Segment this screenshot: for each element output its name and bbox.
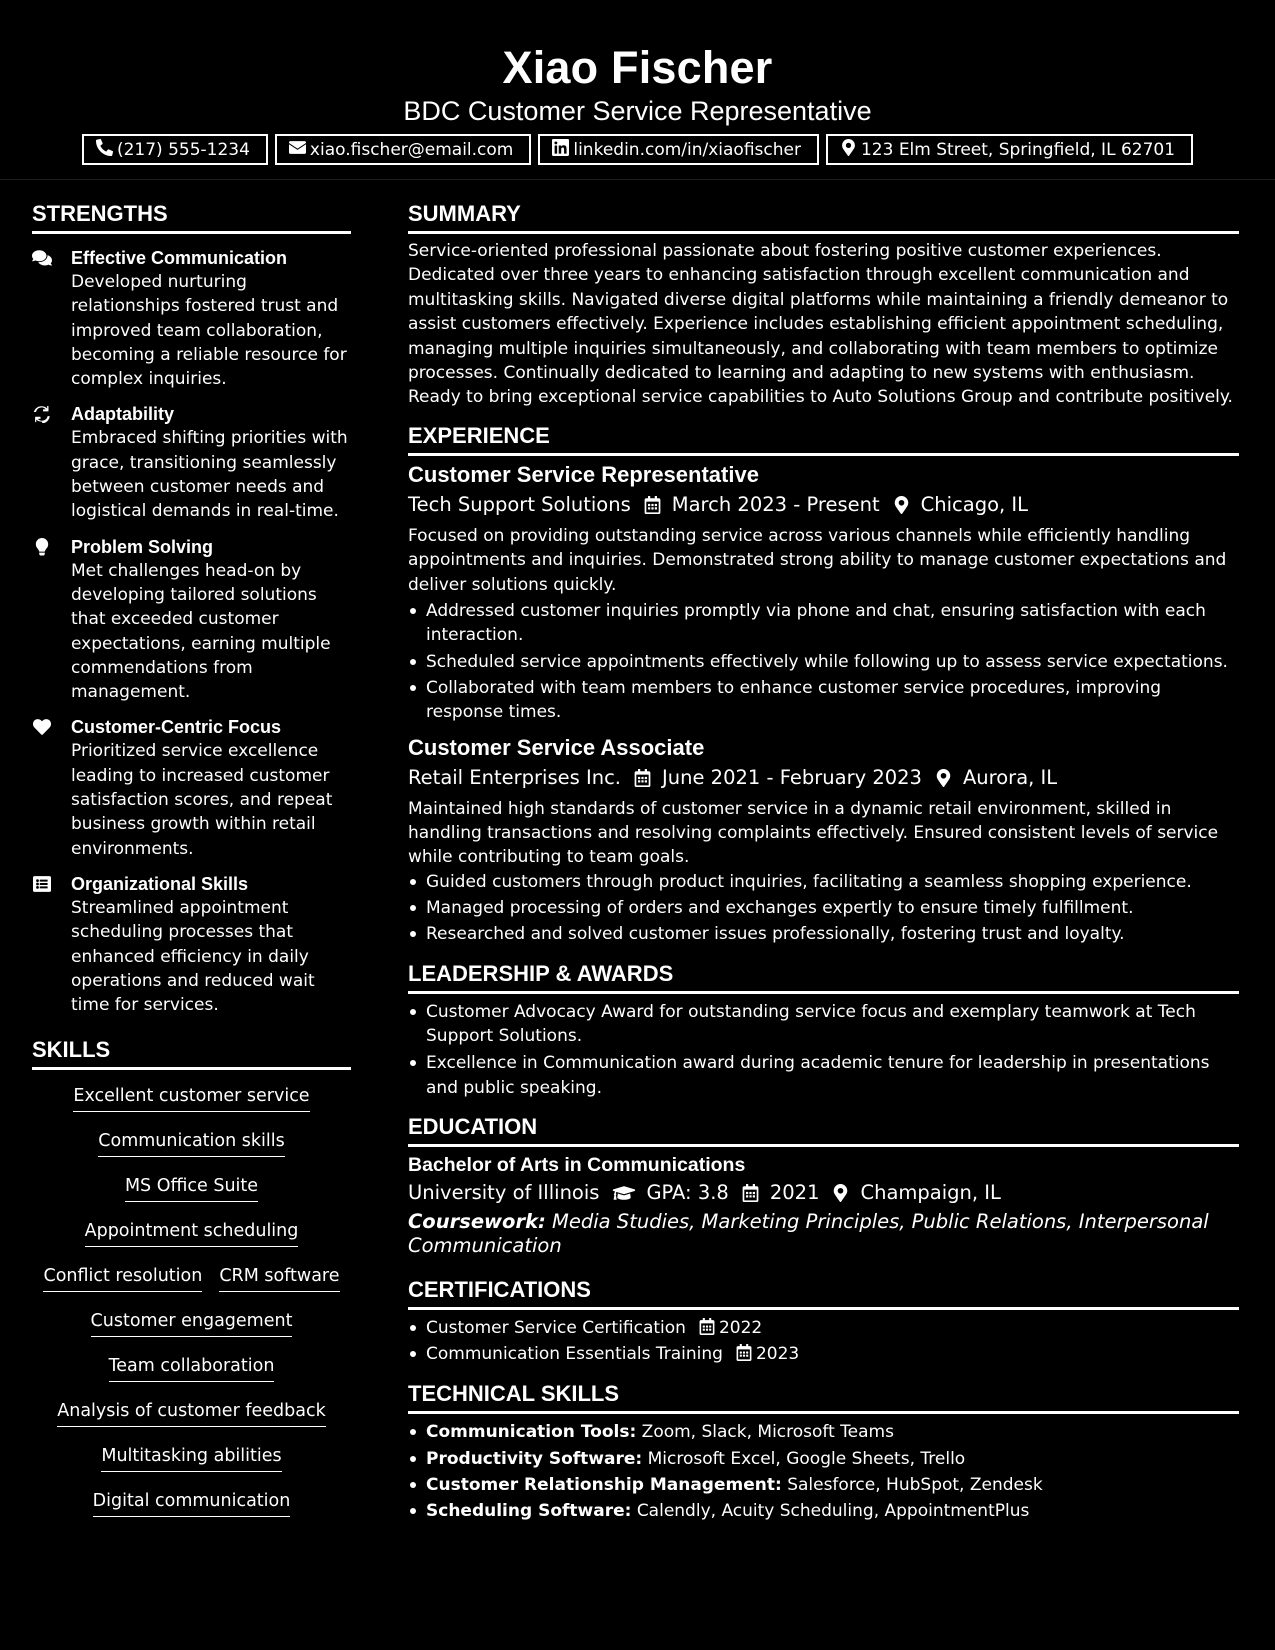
coursework-label: Coursework: <box>408 1209 546 1233</box>
certification-name: Communication Essentials Training <box>426 1344 723 1365</box>
coursework <box>408 1210 1239 1259</box>
job-meta <box>408 490 1239 520</box>
company-name: Tech Support Solutions <box>408 492 631 516</box>
job-bullet: Managed processing of orders and exchanges expertly to ensure timely fulfillment. <box>408 896 1239 920</box>
job-location: Aurora, IL <box>962 765 1058 789</box>
skill-tag: Digital communication <box>93 1489 291 1517</box>
phone-text: (217) 555-1234 <box>116 139 250 160</box>
strength-title: Customer-Centric Focus <box>71 717 282 738</box>
heart-icon <box>32 718 54 738</box>
calendar-icon <box>742 1183 760 1202</box>
strength-text: Met challenges head-on by developing tailored solutions that exceeded customer expectations, earning multiple commendations from management. <box>71 560 331 703</box>
certification-name: Customer Service Certification <box>426 1317 686 1338</box>
skill-tag: Customer engagement <box>91 1309 293 1337</box>
tech-skill-value: Calendly, Acuity Scheduling, AppointmentPlus <box>636 1501 1030 1522</box>
job-bullet: Scheduled service appointments effectively while following up to assess service expectations. <box>408 650 1239 674</box>
sync-icon <box>32 405 54 425</box>
certification-year: 2022 <box>718 1317 763 1338</box>
education-meta <box>408 1178 1239 1208</box>
certifications-heading: CERTIFICATIONS <box>408 1276 1239 1310</box>
certifications-list <box>408 1316 1239 1367</box>
leadership-list <box>408 1000 1239 1100</box>
job-dates: March 2023 - Present <box>671 492 880 516</box>
strength-title: Problem Solving <box>71 536 214 557</box>
calendar-icon <box>644 495 662 514</box>
tech-skill-label: Communication Tools: <box>426 1422 637 1443</box>
job-title: Customer Service Representative <box>408 461 759 487</box>
degree-title: Bachelor of Arts in Communications <box>408 1153 746 1176</box>
job-entry <box>408 733 1239 947</box>
strength-title: Organizational Skills <box>71 873 249 894</box>
lightbulb-icon <box>32 538 54 558</box>
certification-item <box>408 1342 1239 1366</box>
address-text: 123 Elm Street, Springfield, IL 62701 <box>860 139 1176 160</box>
job-description: Maintained high standards of customer service in a dynamic retail environment, skilled in handling transactions and resolving complaints effectively. Ensured consistent levels of service while contributing to team goals. <box>408 798 1219 868</box>
job-location: Chicago, IL <box>920 492 1029 516</box>
contact-email[interactable] <box>275 134 531 165</box>
experience-heading: EXPERIENCE <box>408 422 1239 456</box>
right-column <box>408 180 1239 1524</box>
strength-text: Prioritized service excellence leading to increased customer satisfaction scores, and repeat business growth within retail environments. <box>71 741 333 859</box>
job-bullets <box>408 870 1239 947</box>
strength-item <box>32 535 351 705</box>
job-meta <box>408 763 1239 793</box>
job-bullet: Guided customers through product inquiries, facilitating a seamless shopping experience. <box>408 870 1239 894</box>
skill-tag: Appointment scheduling <box>85 1219 299 1247</box>
left-column <box>32 180 351 1534</box>
envelope-icon <box>289 139 306 161</box>
contact-bar <box>0 134 1275 165</box>
tech-skill-item <box>408 1420 1239 1444</box>
email-text: xiao.fischer@email.com <box>309 139 514 160</box>
strength-title: Adaptability <box>71 404 175 425</box>
job-dates: June 2021 - February 2023 <box>662 765 922 789</box>
tech-skill-item <box>408 1499 1239 1523</box>
tech-skill-label: Customer Relationship Management: <box>426 1475 782 1496</box>
strength-item <box>32 246 351 391</box>
skills-list <box>32 1070 351 1534</box>
strength-text: Embraced shifting priorities with grace, transitioning seamlessly between customer needs and logistical demands in real-time. <box>71 428 348 522</box>
linkedin-icon <box>552 139 569 161</box>
school-location: Champaign, IL <box>860 1180 1001 1204</box>
tech-skill-value: Microsoft Excel, Google Sheets, Trello <box>647 1448 966 1469</box>
skill-tag: Analysis of customer feedback <box>57 1399 325 1427</box>
linkedin-text: linkedin.com/in/xiaofischer <box>573 139 801 160</box>
list-alt-icon <box>32 875 54 895</box>
certification-item <box>408 1316 1239 1340</box>
skill-tag: Conflict resolution <box>43 1264 202 1292</box>
gpa-text: GPA: 3.8 <box>646 1180 729 1204</box>
contact-linkedin[interactable] <box>538 134 819 165</box>
strengths-heading: STRENGTHS <box>32 200 351 234</box>
strength-item <box>32 402 351 523</box>
skills-heading: SKILLS <box>32 1036 351 1070</box>
tech-skill-label: Scheduling Software: <box>426 1501 632 1522</box>
job-entry <box>408 460 1239 725</box>
tech-skill-value: Salesforce, HubSpot, Zendesk <box>787 1475 1043 1496</box>
job-bullets <box>408 599 1239 724</box>
phone-icon <box>96 139 113 161</box>
leadership-heading: LEADERSHIP & AWARDS <box>408 960 1239 994</box>
certification-year: 2023 <box>755 1344 800 1365</box>
job-bullet: Collaborated with team members to enhance customer service procedures, improving response times. <box>408 676 1239 725</box>
award-item: Customer Advocacy Award for outstanding service focus and exemplary teamwork at Tech Support Solutions. <box>408 1000 1239 1049</box>
calendar-icon <box>699 1318 716 1335</box>
calendar-icon <box>634 768 652 787</box>
strength-text: Developed nurturing relationships fostered trust and improved team collaboration, becoming a reliable resource for complex inquiries. <box>71 272 347 390</box>
job-title: Customer Service Associate <box>408 734 705 760</box>
award-item: Excellence in Communication award during academic tenure for leadership in presentations and public speaking. <box>408 1051 1239 1100</box>
contact-phone[interactable] <box>82 134 268 165</box>
company-name: Retail Enterprises Inc. <box>408 765 621 789</box>
tech-skill-label: Productivity Software: <box>426 1448 643 1469</box>
candidate-name: Xiao Fischer <box>502 42 773 93</box>
skill-tag: Excellent customer service <box>73 1084 309 1112</box>
school-name: University of Illinois <box>408 1180 600 1204</box>
coursework-text: Media Studies, Marketing Principles, Public Relations, Interpersonal Communication <box>408 1209 1209 1258</box>
summary-heading: SUMMARY <box>408 200 1239 234</box>
job-bullet: Researched and solved customer issues professionally, fostering trust and loyalty. <box>408 922 1239 946</box>
skill-tag: Multitasking abilities <box>101 1444 281 1472</box>
job-bullet: Addressed customer inquiries promptly via phone and chat, ensuring satisfaction with each interaction. <box>408 599 1239 648</box>
skill-tag: CRM software <box>219 1264 339 1292</box>
job-description: Focused on providing outstanding service across various channels while efficiently handling appointments and inquiries. Demonstrated strong ability to manage customer expectations and deliver solutions quickly. <box>408 525 1227 595</box>
strength-item <box>32 872 351 1017</box>
tech-skill-value: Zoom, Slack, Microsoft Teams <box>641 1422 894 1443</box>
skill-tag: MS Office Suite <box>125 1174 258 1202</box>
calendar-icon <box>736 1344 753 1361</box>
contact-address[interactable] <box>826 134 1193 165</box>
map-marker-icon <box>832 1183 850 1202</box>
education-heading: EDUCATION <box>408 1113 1239 1147</box>
candidate-title: BDC Customer Service Representative <box>403 96 872 126</box>
map-marker-icon <box>935 768 953 787</box>
tech-skill-item <box>408 1447 1239 1471</box>
summary-text: Service-oriented professional passionate about fostering positive customer experiences. Dedicated over three years to enhancing satisfaction through excellent communication and multitasking skills. Navigated diverse digital platforms while maintaining a friendly demeanor to assist customers effectively. Experience includes establishing efficient appointment scheduling, managing multiple inquiries simultaneously, and collaborating with team members to optimize processes. Continually dedicated to learning and adapting to new systems with enthusiasm. Ready to bring exceptional service capabilities to Auto Solutions Group and contribute positively. <box>408 241 1233 408</box>
technical-skills-heading: TECHNICAL SKILLS <box>408 1380 1239 1414</box>
graduation-cap-icon <box>612 1183 636 1202</box>
map-pin-icon <box>840 139 857 161</box>
skill-tag: Communication skills <box>98 1129 284 1157</box>
strength-text: Streamlined appointment scheduling processes that enhanced efficiency in daily operations and reduced wait time for services. <box>71 897 315 1016</box>
comments-icon <box>32 249 54 269</box>
graduation-year: 2021 <box>769 1180 820 1204</box>
resume-header <box>0 0 1275 180</box>
technical-skills-list <box>408 1420 1239 1523</box>
strength-title: Effective Communication <box>71 248 288 268</box>
strength-item <box>32 715 351 860</box>
tech-skill-item <box>408 1473 1239 1497</box>
skill-tag: Team collaboration <box>109 1354 275 1382</box>
map-marker-icon <box>893 495 911 514</box>
